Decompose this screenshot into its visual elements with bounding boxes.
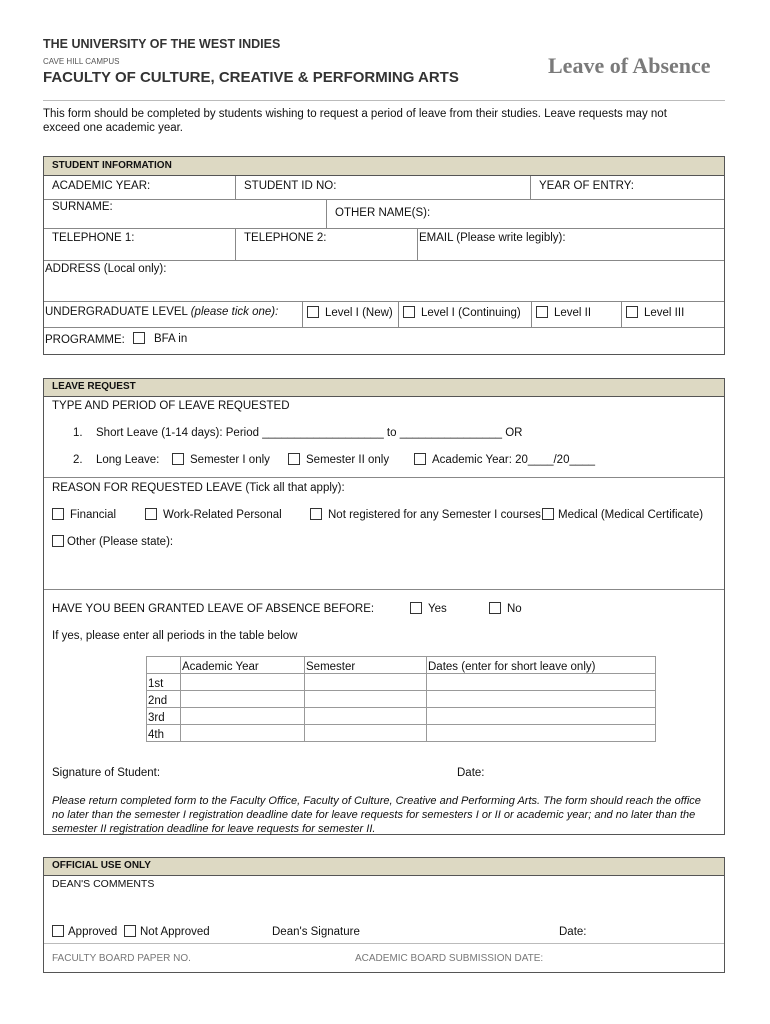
table-cell[interactable] (305, 674, 427, 691)
table-row (147, 725, 656, 742)
campus-name: CAVE HILL CAMPUS (43, 57, 120, 66)
option-label: Level III (644, 307, 685, 319)
checkbox-icon[interactable] (52, 925, 64, 937)
checkbox-icon[interactable] (489, 602, 501, 614)
checkbox-icon[interactable] (145, 508, 157, 520)
reason-financial[interactable] (52, 508, 116, 521)
student-signature-label: Signature of Student: (52, 767, 161, 779)
telephone2-label: TELEPHONE 2: (244, 232, 327, 244)
ug-level-hint: (please tick one): (190, 306, 279, 318)
table-header-cell: Semester (305, 657, 427, 674)
granted-no-option[interactable] (489, 602, 522, 615)
table-cell[interactable] (305, 725, 427, 742)
checkbox-icon[interactable] (172, 453, 184, 465)
row-label: 4th (147, 725, 181, 742)
table-cell[interactable] (181, 708, 305, 725)
level-3-option[interactable] (622, 302, 724, 327)
long-leave-number: 2. (73, 454, 83, 466)
option-label: Not Approved (140, 926, 210, 938)
option-label: Work-Related Personal (163, 509, 282, 521)
table-cell[interactable] (305, 708, 427, 725)
official-use-section (43, 857, 725, 973)
table-cell[interactable] (427, 674, 656, 691)
table-header-cell: Academic Year (181, 657, 305, 674)
header-divider (43, 100, 725, 101)
checkbox-icon[interactable] (52, 508, 64, 520)
granted-yes-option[interactable] (410, 602, 447, 615)
checkbox-icon[interactable] (124, 925, 136, 937)
divider (44, 589, 724, 590)
long-leave-label: Long Leave: (96, 454, 160, 466)
address-field[interactable] (44, 261, 724, 302)
intro-text: This form should be completed by students wishing to request a period of leave from their studies. Leave requests may not exceed one academic year. (43, 108, 667, 134)
row-label: 2nd (147, 691, 181, 708)
telephone2-field[interactable] (236, 229, 418, 260)
option-label: Level I (New) (325, 307, 393, 319)
option-label: Level I (Continuing) (421, 307, 521, 319)
checkbox-icon[interactable] (626, 306, 638, 318)
deans-signature-label: Dean's Signature (272, 926, 360, 938)
row-ug-level (44, 302, 724, 328)
deans-comments-label: DEAN'S COMMENTS (52, 878, 155, 890)
table-row (147, 674, 656, 691)
section-heading: STUDENT INFORMATION (44, 157, 724, 176)
option-label: Semester II only (306, 454, 390, 466)
option-label: BFA in (154, 333, 188, 345)
reason-work-related[interactable] (145, 508, 282, 521)
table-header-row (147, 657, 656, 674)
short-leave-line[interactable]: Short Leave (1-14 days): Period ___________________ to ________________ OR (96, 427, 523, 439)
option-label: Approved (68, 926, 118, 938)
approved-option[interactable] (52, 925, 117, 938)
other-names-label: OTHER NAME(S): (335, 207, 431, 219)
level-2-option[interactable] (532, 302, 622, 327)
row-contact (44, 229, 724, 261)
surname-label: SURNAME: (52, 201, 113, 213)
checkbox-icon[interactable] (288, 453, 300, 465)
table-cell[interactable] (427, 691, 656, 708)
table-header-cell: Dates (enter for short leave only) (427, 657, 656, 674)
telephone1-field[interactable] (44, 229, 236, 260)
board-paper-label: FACULTY BOARD PAPER NO. (52, 953, 191, 964)
row-label: 1st (147, 674, 181, 691)
year-of-entry-field[interactable] (531, 176, 724, 199)
academic-year-option[interactable] (414, 453, 595, 466)
telephone1-label: TELEPHONE 1: (52, 232, 135, 244)
table-cell[interactable] (427, 708, 656, 725)
row-ids (44, 176, 724, 200)
prior-leave-table (146, 656, 656, 742)
option-label: Financial (70, 509, 117, 521)
option-label: Medical (Medical Certificate) (558, 509, 704, 521)
reason-medical[interactable] (542, 508, 703, 521)
checkbox-icon[interactable] (542, 508, 554, 520)
row-programme (44, 328, 724, 354)
reason-other[interactable] (52, 535, 173, 548)
other-names-field[interactable] (327, 200, 724, 228)
faculty-name: FACULTY OF CULTURE, CREATIVE & PERFORMING ARTS (43, 69, 459, 86)
student-id-label: STUDENT ID NO: (244, 180, 337, 192)
granted-before-label: HAVE YOU BEEN GRANTED LEAVE OF ABSENCE BEFORE: (52, 603, 375, 615)
programme-label: PROGRAMME: (45, 334, 125, 346)
submission-date-label: ACADEMIC BOARD SUBMISSION DATE: (355, 953, 544, 964)
ug-level-label-cell (44, 302, 303, 327)
reason-not-registered[interactable] (310, 508, 541, 521)
option-label: Yes (428, 603, 447, 615)
checkbox-icon[interactable] (414, 453, 426, 465)
ug-level-label: UNDERGRADUATE LEVEL (45, 306, 188, 318)
table-cell[interactable] (181, 674, 305, 691)
level-1-continuing-option[interactable] (399, 302, 532, 327)
not-approved-option[interactable] (124, 925, 210, 938)
option-label: No (507, 603, 522, 615)
table-cell[interactable] (181, 691, 305, 708)
option-label: Not registered for any Semester I courses (328, 509, 541, 521)
programme-bfa-option[interactable] (133, 332, 187, 345)
address-label: ADDRESS (Local only): (45, 263, 167, 275)
email-label: EMAIL (Please write legibly): (419, 232, 566, 244)
table-row (147, 691, 656, 708)
official-date-label: Date: (559, 926, 587, 938)
table-row (147, 708, 656, 725)
university-name: THE UNIVERSITY OF THE WEST INDIES (43, 37, 281, 51)
level-1-new-option[interactable] (303, 302, 399, 327)
divider (44, 943, 724, 944)
reason-label: REASON FOR REQUESTED LEAVE (Tick all that apply): (52, 482, 345, 494)
checkbox-icon[interactable] (307, 306, 319, 318)
leave-request-section (43, 378, 725, 835)
semester-2-option[interactable] (288, 453, 389, 466)
checkbox-icon[interactable] (310, 508, 322, 520)
student-id-field[interactable] (236, 176, 531, 199)
divider (44, 477, 724, 478)
student-date-label: Date: (457, 767, 485, 779)
table-cell[interactable] (427, 725, 656, 742)
table-cell[interactable] (181, 725, 305, 742)
section-heading: LEAVE REQUEST (44, 379, 724, 397)
table-header-cell (147, 657, 181, 674)
year-of-entry-label: YEAR OF ENTRY: (539, 180, 635, 192)
checkbox-icon[interactable] (410, 602, 422, 614)
if-yes-instruction: If yes, please enter all periods in the table below (52, 630, 298, 642)
student-information-section (43, 156, 725, 355)
academic-year-field[interactable] (44, 176, 236, 199)
checkbox-icon[interactable] (536, 306, 548, 318)
table-cell[interactable] (305, 691, 427, 708)
surname-field[interactable] (44, 200, 327, 228)
section-heading: OFFICIAL USE ONLY (44, 858, 724, 876)
checkbox-icon[interactable] (52, 535, 64, 547)
short-leave-number: 1. (73, 427, 83, 439)
row-label: 3rd (147, 708, 181, 725)
option-label: Semester I only (190, 454, 270, 466)
email-field[interactable] (418, 229, 724, 260)
checkbox-icon[interactable] (133, 332, 145, 344)
row-names (44, 200, 724, 229)
option-label: Other (Please state): (67, 536, 174, 548)
form-title: Leave of Absence (548, 53, 711, 78)
semester-1-option[interactable] (172, 453, 270, 466)
type-period-label: TYPE AND PERIOD OF LEAVE REQUESTED (52, 400, 290, 412)
return-instructions: Please return completed form to the Faculty Office, Faculty of Culture, Creative and Performing Arts. The form should reach the office no later than the semester I registration deadline date for leave requests for semesters I or II or academic year; and no later than the semester II registration deadline for leave requests for semester II. (52, 795, 701, 835)
academic-year-label: ACADEMIC YEAR: (52, 180, 151, 192)
option-label: Level II (554, 307, 592, 319)
option-label: Academic Year: 20____/20____ (432, 454, 596, 466)
checkbox-icon[interactable] (403, 306, 415, 318)
